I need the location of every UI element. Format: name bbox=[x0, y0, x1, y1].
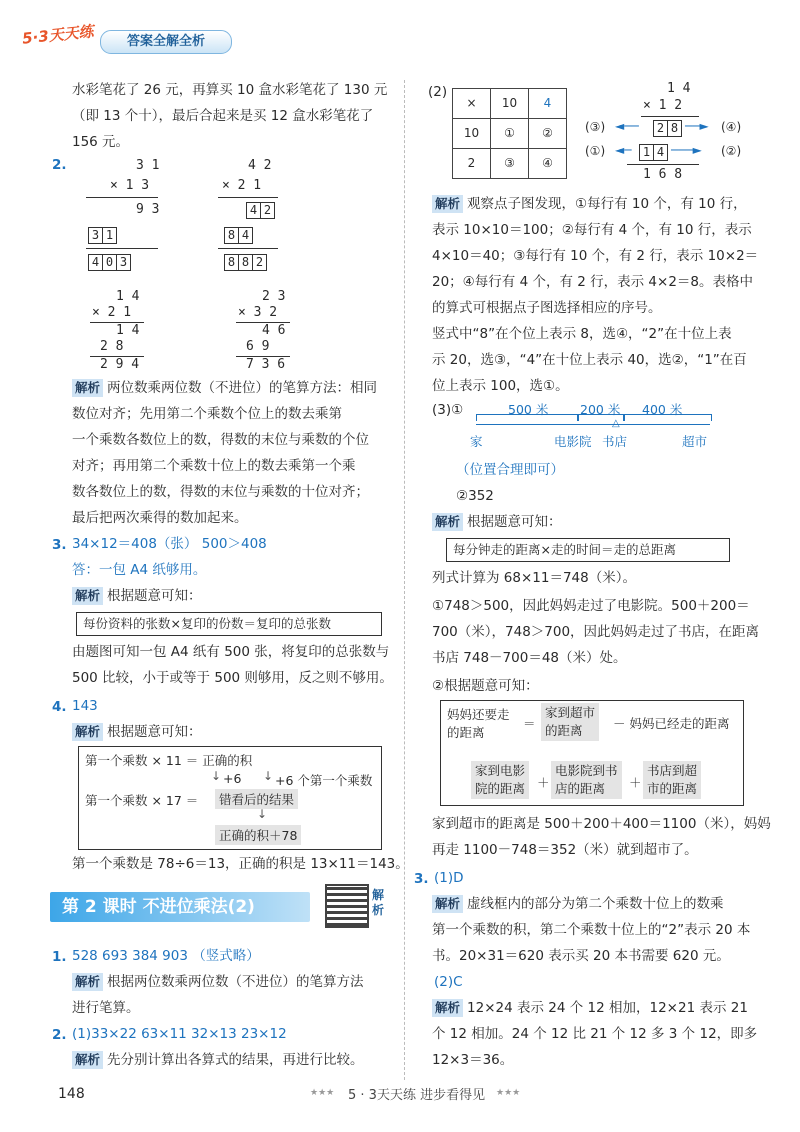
calc-b-line1 bbox=[218, 197, 278, 198]
multiplication-table bbox=[452, 88, 569, 178]
place-cinema: 电影院 bbox=[554, 434, 592, 449]
analysis-text: 两位数乘两位数（不进位）的笔算方法：相同 bbox=[107, 380, 378, 396]
p3-line6: ②根据题意可知： bbox=[432, 678, 539, 694]
r-analysis-text: 观察点子图发现，①每行有 10 个，有 10 行， bbox=[467, 196, 747, 212]
dia-equals: ＝ bbox=[523, 716, 536, 731]
p3-line3: ①748＞500，因此妈妈走过了电影院。500＋200＝ bbox=[432, 598, 750, 614]
digit-box: 8 bbox=[667, 120, 682, 137]
vr-row1: 1 4 bbox=[667, 81, 691, 96]
table-cell: ② bbox=[528, 118, 567, 149]
place-home: 家 bbox=[470, 434, 483, 449]
dia-seg3-2: 市的距离 bbox=[647, 781, 698, 796]
analysis-line: 对齐；再用第二个乘数十位上的数去乘第一个乘 bbox=[72, 458, 356, 474]
dia-seg2-1: 电影院到书 bbox=[555, 763, 618, 778]
vertical-calc-a bbox=[80, 157, 170, 277]
table-cell: ① bbox=[490, 118, 529, 149]
calc-a-row2: × 1 3 bbox=[110, 178, 150, 193]
analysis-line: 数位对齐；先用第二个乘数个位上的数去乘第 bbox=[72, 406, 342, 422]
calc-b-boxes1 bbox=[224, 227, 252, 244]
lesson-banner bbox=[50, 892, 310, 922]
q3-formula: 每份资料的张数×复印的份数＝复印的总张数 bbox=[83, 616, 331, 631]
p3-line5: 书店 748－700＝48（米）处。 bbox=[432, 650, 627, 666]
left-arrow-icon: ◄── bbox=[615, 119, 639, 133]
r-analysis-line: 4×10＝40；③每行有 10 个，有 2 行，表示 10×2＝ bbox=[432, 248, 759, 264]
dia-total-2: 的距离 bbox=[545, 723, 583, 738]
q3-line4: 由题图可知一包 A4 纸有 500 张，将复印的总张数与 bbox=[72, 644, 390, 660]
analysis-tag: 解析 bbox=[72, 723, 103, 741]
q3-analysis-text: 根据题意可知： bbox=[107, 588, 202, 604]
calc-b-row2: × 2 1 bbox=[222, 178, 262, 193]
rq3-line2: 第一个乘数的积，第二个乘数十位上的“2”表示 20 本 bbox=[432, 922, 751, 938]
calc-a-row1: 3 1 bbox=[136, 158, 160, 173]
calc-c-row1: 1 4 bbox=[116, 289, 140, 304]
digit-box: 4 bbox=[88, 254, 103, 271]
q1-number: 1. bbox=[52, 949, 67, 965]
calc-a-boxes1 bbox=[88, 227, 116, 244]
q1-answer: 528 693 384 903 （竖式略） bbox=[72, 948, 260, 964]
vr-label-r2: (②) bbox=[721, 144, 742, 158]
vr-boxes1 bbox=[653, 120, 681, 137]
digit-box: 2 bbox=[260, 202, 275, 219]
column-divider bbox=[404, 80, 405, 1080]
calc-d-row2: × 3 2 bbox=[238, 305, 278, 320]
q4-dia-correct: 正确的积＋78 bbox=[215, 825, 301, 845]
q4-line2: 第一个乘数是 78÷6＝13，正确的积是 13×11＝143。 bbox=[72, 856, 409, 872]
calc-c-row2: × 2 1 bbox=[92, 305, 132, 320]
table-cell: 10 bbox=[452, 118, 491, 149]
calc-d-row4: 6 9 bbox=[246, 339, 270, 354]
right-arrow-icon: ───► bbox=[671, 143, 702, 157]
q4-analysis-text: 根据题意可知： bbox=[107, 724, 202, 740]
qr-label: 解析 bbox=[372, 888, 385, 917]
rq3-answer-b: (2)C bbox=[434, 974, 463, 990]
vr-line1 bbox=[641, 116, 699, 117]
analysis-tag: 解析 bbox=[432, 999, 463, 1017]
dist-label-2: 200 米 bbox=[580, 402, 621, 417]
q4-analysis bbox=[72, 720, 202, 744]
rq3-line6: 12×3＝36。 bbox=[432, 1052, 514, 1068]
dia-seg2-2: 店的距离 bbox=[555, 781, 606, 796]
header-badge bbox=[100, 30, 232, 54]
qr-code bbox=[325, 884, 369, 928]
q4-dia-row2: 第一个乘数 × 17 ＝ bbox=[85, 793, 199, 808]
rq3-line5: 个 12 相加。24 个 12 比 21 个 12 多 3 个 12，即多 bbox=[432, 1026, 758, 1042]
down-arrow-icon: ↓ bbox=[263, 769, 274, 783]
p3-answer2: ②352 bbox=[456, 488, 494, 504]
down-arrow-icon: ↓ bbox=[211, 769, 222, 783]
vertical-calc-d bbox=[226, 288, 306, 378]
digit-box: 8 bbox=[238, 254, 253, 271]
q3-formula-box bbox=[76, 612, 382, 636]
distance-diagram bbox=[440, 700, 744, 806]
footer-stars-right: ★★★ bbox=[496, 1088, 521, 1098]
q2b-analysis bbox=[72, 1048, 364, 1072]
r-analysis-line: 的算式可根据点子图选择相应的序号。 bbox=[432, 300, 662, 316]
calc-c-row5: 2 9 4 bbox=[100, 357, 140, 372]
logo-text: 5·3天天练 bbox=[21, 22, 95, 48]
intro-line-3: 156 元。 bbox=[72, 134, 130, 150]
q2b-analysis-text: 先分别计算出各算式的结果，再进行比较。 bbox=[107, 1052, 364, 1068]
vr-label-r1: (④) bbox=[721, 120, 742, 134]
footer-stars-left: ★★★ bbox=[310, 1088, 335, 1098]
dist-label-3: 400 米 bbox=[642, 402, 683, 417]
calc-a-line1 bbox=[86, 197, 158, 198]
q2b-number: 2. bbox=[52, 1027, 67, 1043]
table-cell: 10 bbox=[490, 88, 529, 119]
dia-plus: ＋ bbox=[537, 775, 550, 790]
calc-a-boxes2 bbox=[88, 254, 130, 271]
dia-seg1-1: 家到电影 bbox=[475, 763, 526, 778]
digit-box: 1 bbox=[102, 227, 117, 244]
p3-line4: 700（米），748＞700，因此妈妈走过了书店，在距离 bbox=[432, 624, 760, 640]
rq3-analysis-2 bbox=[432, 996, 748, 1020]
digit-box: 0 bbox=[102, 254, 117, 271]
q3-analysis bbox=[72, 584, 202, 608]
digit-box: 4 bbox=[653, 144, 668, 161]
right-arrow-icon: ──► bbox=[685, 119, 709, 133]
table-cell: 2 bbox=[452, 148, 491, 179]
route-diagram bbox=[470, 400, 750, 454]
lesson-title: 第 2 课时 不进位乘法(2) bbox=[62, 897, 255, 917]
vr-label-l2: (①) bbox=[585, 144, 606, 158]
digit-box: 1 bbox=[639, 144, 654, 161]
analysis-tag: 解析 bbox=[72, 1051, 103, 1069]
intro-line-1: 水彩笔花了 26 元，再算买 10 盒水彩笔花了 130 元 bbox=[72, 82, 388, 98]
q4-dia-row1: 第一个乘数 × 11 ＝ 正确的积 bbox=[85, 753, 253, 768]
digit-box: 3 bbox=[88, 227, 103, 244]
calc-a-line2 bbox=[86, 248, 158, 249]
dia-seg2 bbox=[551, 761, 622, 799]
p3-line2: 列式计算为 68×11＝748（米）。 bbox=[432, 570, 636, 586]
rq3-analysis2-text: 12×24 表示 24 个 12 相加，12×21 表示 21 bbox=[467, 1000, 748, 1016]
dia-total bbox=[541, 703, 599, 741]
route-line bbox=[476, 424, 710, 425]
calc-d-row1: 2 3 bbox=[262, 289, 286, 304]
calc-a-row3: 9 3 bbox=[136, 202, 160, 217]
vr-row2: × 1 2 bbox=[643, 98, 683, 113]
logo bbox=[20, 18, 110, 58]
q2b-answer: (1)33×22 63×11 32×13 23×12 bbox=[72, 1026, 287, 1042]
p3-analysis-text: 根据题意可知： bbox=[467, 514, 562, 530]
q4-answer: 143 bbox=[72, 698, 98, 714]
digit-box: 8 bbox=[224, 254, 239, 271]
r-analysis-line: 竖式中“8”在个位上表示 8，选④，“2”在十位上表 bbox=[432, 326, 732, 342]
dia-seg3-1: 书店到超 bbox=[647, 763, 698, 778]
location-marker: △ bbox=[612, 418, 620, 429]
rq3-line3: 书。20×31＝620 表示买 20 本书需要 620 元。 bbox=[432, 948, 730, 964]
vr-line2 bbox=[627, 164, 699, 165]
analysis-tag: 解析 bbox=[432, 513, 463, 531]
digit-box: 8 bbox=[224, 227, 239, 244]
vr-boxes2 bbox=[639, 144, 667, 161]
dia-remaining-2: 的距离 bbox=[447, 725, 485, 740]
digit-box: 2 bbox=[653, 120, 668, 137]
p3-note: （位置合理即可） bbox=[456, 462, 564, 478]
p3-line8: 再走 1100－748＝352（米）就到超市了。 bbox=[432, 842, 698, 858]
calc-d-row5: 7 3 6 bbox=[246, 357, 286, 372]
analysis-line: 数各数位上的数，得数的末位与乘数的十位对齐； bbox=[72, 484, 369, 500]
rq3-analysis bbox=[432, 892, 724, 916]
r-analysis-line: 示 20，选③，“4”在十位上表示 40，选②，“1”在百 bbox=[432, 352, 747, 368]
p3-label: (3)① bbox=[432, 402, 464, 418]
q4-dia-plus6-first: +6 个第一个乘数 bbox=[275, 773, 373, 788]
dia-plus: ＋ bbox=[629, 775, 642, 790]
q3-line5: 500 比较，小于或等于 500 则够用，反之则不够用。 bbox=[72, 670, 393, 686]
q3-answer: 答：一包 A4 纸够用。 bbox=[72, 562, 207, 578]
r-analysis bbox=[432, 192, 747, 216]
dia-total-1: 家到超市 bbox=[545, 705, 596, 720]
analysis-tag: 解析 bbox=[72, 973, 103, 991]
analysis-line: 一个乘数各数位上的数，得数的末位与乘数的个位 bbox=[72, 432, 369, 448]
q2-number: 2. bbox=[52, 157, 67, 173]
calc-b-line2 bbox=[218, 248, 278, 249]
calc-b-row1: 4 2 bbox=[248, 158, 272, 173]
rq3-answer-a: (1)D bbox=[434, 870, 464, 886]
calc-c-row3: 1 4 bbox=[116, 323, 140, 338]
table-cell: × bbox=[452, 88, 491, 119]
p3-analysis bbox=[432, 510, 562, 534]
analysis-line: 最后把两次乘得的数加起来。 bbox=[72, 510, 248, 526]
q4-dia-plus6: +6 bbox=[223, 771, 242, 786]
table-cell: 4 bbox=[528, 88, 567, 119]
calc-d-row3: 4 6 bbox=[262, 323, 286, 338]
q4-diagram bbox=[78, 746, 382, 850]
q1-line2: 进行笔算。 bbox=[72, 1000, 140, 1016]
left-arrow-icon: ◄─ bbox=[615, 143, 632, 157]
q3-number: 3. bbox=[52, 537, 67, 553]
vr-label-l1: (③) bbox=[585, 120, 606, 134]
r-analysis-line: 位上表示 100，选①。 bbox=[432, 378, 569, 394]
r-analysis-line: 表示 10×10＝100；②每行有 4 个，有 10 行，表示 bbox=[432, 222, 752, 238]
down-arrow-icon: ↓ bbox=[257, 807, 268, 821]
digit-box: 3 bbox=[116, 254, 131, 271]
calc-c-row4: 2 8 bbox=[100, 339, 124, 354]
p3-line7: 家到超市的距离是 500＋200＋400＝1100（米），妈妈 bbox=[432, 816, 771, 832]
vertical-calc-b bbox=[218, 157, 308, 277]
place-store: 书店 bbox=[602, 434, 628, 449]
rq3-analysis-text: 虚线框内的部分为第二个乘数十位上的数乘 bbox=[467, 896, 724, 912]
analysis-tag: 解析 bbox=[432, 895, 463, 913]
table-cell: ③ bbox=[490, 148, 529, 179]
digit-box: 4 bbox=[246, 202, 261, 219]
rq3-number: 3. bbox=[414, 871, 429, 887]
vr-row3: 1 6 8 bbox=[643, 167, 683, 182]
part2-label: (2) bbox=[428, 84, 448, 100]
q1-analysis-text: 根据两位数乘两位数（不进位）的笔算方法 bbox=[107, 974, 364, 990]
q4-dia-wrong: 错看后的结果 bbox=[215, 789, 298, 809]
digit-box: 4 bbox=[238, 227, 253, 244]
dia-seg1-2: 院的距离 bbox=[475, 781, 526, 796]
digit-box: 2 bbox=[252, 254, 267, 271]
vertical-calc-c bbox=[80, 288, 160, 378]
p3-formula-box bbox=[446, 538, 730, 562]
dia-walked: － 妈妈已经走的距离 bbox=[613, 716, 730, 731]
analysis-line bbox=[72, 376, 377, 400]
header bbox=[20, 18, 230, 58]
p3-formula: 每分钟走的距离×走的时间＝走的总距离 bbox=[453, 542, 676, 557]
q1-analysis bbox=[72, 970, 364, 994]
analysis-tag: 解析 bbox=[72, 379, 103, 397]
intro-line-2: （即 13 个十），最后合起来是买 12 盒水彩笔花了 bbox=[72, 108, 374, 124]
vertical-calc-right bbox=[585, 80, 765, 186]
calc-b-boxes0 bbox=[246, 202, 274, 219]
dia-seg3 bbox=[643, 761, 701, 799]
brace bbox=[624, 414, 712, 421]
calc-b-boxes2 bbox=[224, 254, 266, 271]
q4-number: 4. bbox=[52, 699, 67, 715]
analysis-tag: 解析 bbox=[432, 195, 463, 213]
analysis-tag: 解析 bbox=[72, 587, 103, 605]
dia-seg1 bbox=[471, 761, 529, 799]
header-badge-text: 答案全解全析 bbox=[126, 34, 205, 49]
dia-remaining-1: 妈妈还要走 bbox=[447, 707, 510, 722]
dist-label-1: 500 米 bbox=[508, 402, 549, 417]
q3-line1: 34×12＝408（张） 500＞408 bbox=[72, 536, 267, 552]
table-cell: ④ bbox=[528, 148, 567, 179]
r-analysis-line: 20；④每行有 4 个，有 2 行，表示 4×2＝8。表格中 bbox=[432, 274, 753, 290]
page-number: 148 bbox=[58, 1086, 85, 1102]
brace bbox=[476, 414, 578, 421]
footer-slogan: 5 · 3天天练 进步看得见 bbox=[348, 1088, 486, 1103]
place-market: 超市 bbox=[682, 434, 708, 449]
